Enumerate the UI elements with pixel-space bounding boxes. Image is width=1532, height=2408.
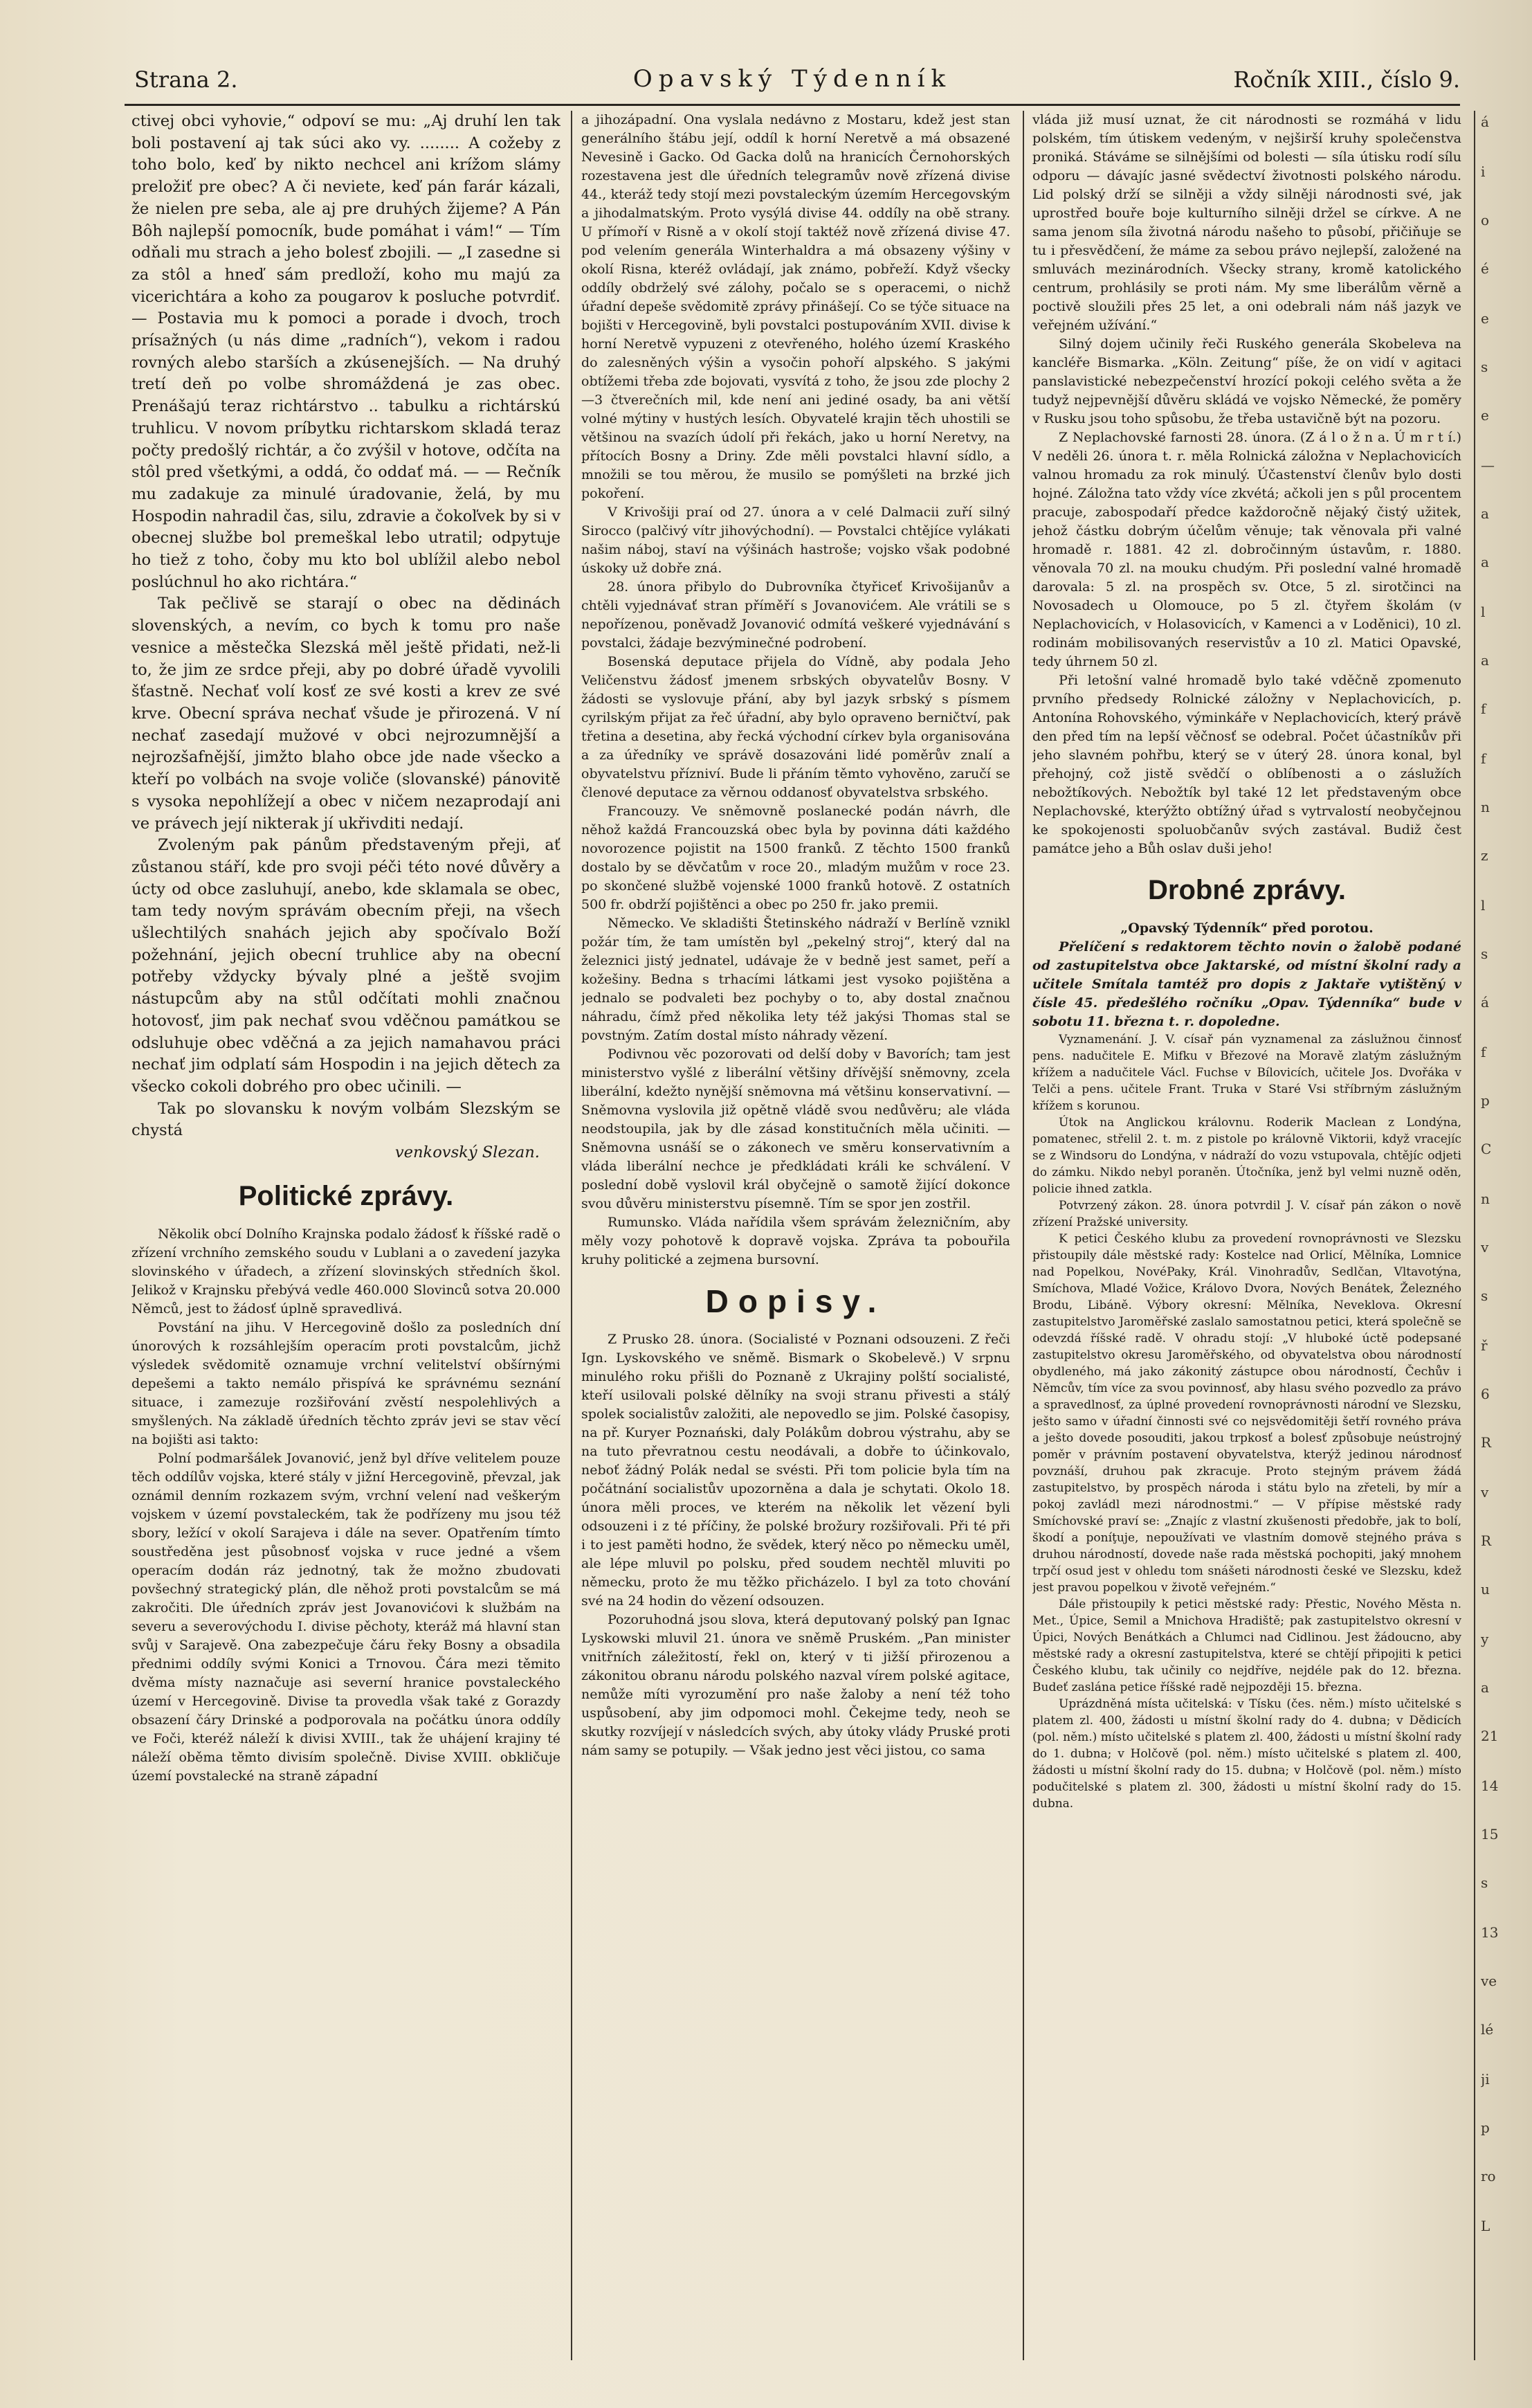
paragraph: ctivej obci vyhovie,“ odpoví se mu: „Aj druhí len tak boli postavení aj tak súci ako vy. ........ A cožeby z toho bolo, keď by nikto nechcel ani krížom slámy preložiť pre obec? A či neviete, keď pán farár kázali, že nielen pre seba, ale aj pre druhých žijeme? A Pán Bôh najlepší pomocník, bude pomáhat i vám!“ — Tím odňali mu strach a jeho bolesť zbojili. — „I zasedne si za stôl a hneď sám predloží, koho mu majú za vicerichtára a koho za pougarov k posluche potvrdiť. — Postavia mu k pomoci a porade i dvoch, troch prísažných (u nás dime „radních“), vekom i radou rovných alebo starších a zkúsenejších. — Na druhý tretí deň po volbe shromáždená je zas obec. Prenášajú teraz richtárstvo .. tabulku a richtárskú truhlicu. V novom príbytku richtarskom skladá teraz počty predošlý richtár, a čo zvýšil v hotove, odčíta na stôl pred všetkými, a oddá, čo oddať má. — — Rečník mu zadakuje za minulé úradovanie, želá, by mu Hospodin nahradil čas, silu, zdravie a čokoľvek by si v obecnej službe bol premeškal lebo utratil; odpytuje ho tiež z toho, čoby mu kto bol ublížil alebo nebol poslúchnul ho ako richtára.“ — [131, 112, 560, 591]
paragraph: Přelíčení s redaktorem těchto novin o žalobě podané od zastupitelstva obce Jaktarské, od místní školní rady a učitele Smítala tamtéž pro dopis z Jaktaře vytištěný v čísle 45. předešlého ročníku „Opav. Týdenníka“ bude v sobotu 11. března t. r. dopoledne. — [1032, 939, 1461, 1029]
paragraph: vláda již musí uznat, že cit národnosti se rozmáhá v lidu polském, tím útiskem vedeným, v nejširší kruhy společenstva proniká. Stáváme se silnějšími od bolesti — síla útisku rodí sílu odporu — dávajíc jasné svědectví životnosti polského národu. Lid polský drží se silněji a vždy silněji národnosti své, jak uprostřed bouře boje kulturního silněji držel se církve. A ne sama jenom síla životná národu našeho to působí, přičiňuje se tu i přesvědčení, že máme za sebou právo nejlepší, založené na smluvách mezinárodních. Všecky strany, kromě katolického centrum, prohlásily se proti nám. My sme liberálům věrně a poctivě sloužili přes 25 let, a oni odebrali nám náš jazyk ve veřejném užívání.“ — [1032, 112, 1461, 333]
edge-fragment: n — [1481, 1191, 1490, 1207]
paragraph: Podivnou věc pozorovati od delší doby v Bavorích; tam jest ministerstvo vyšlé z liberální většiny dřívější sněmovny, zcela liberální, kdežto nynější sněmovna má většinu konservativní. — Sněmovna vyslovila již opětně vládě svou nedůvěru; ale vláda neodstoupila, jak by dle zásad konstitučních měla učiniti. — Sněmovna usnáší se o zákonech ve směru konservativním a vláda liberální nechce je předkládati králi ke schválení. V poslední době vyslovil král obyčejně o samotě žijící dokonce svou důvěru ministerstvu písemně. Tím se spor jen zostřil. — [581, 1047, 1010, 1211]
edge-fragment: s — [1481, 1874, 1488, 1891]
section-heading-politicke-zpravy: Politické zprávy. — [238, 1180, 454, 1211]
paragraph: Uprázdněná místa učitelská: v Tísku (čes. něm.) místo učitelské s platem zl. 400, žádosti u místní školní rady do 4. dubna; v Dědicích (pol. něm.) místo učitelské s platem zl. 400, žádosti u místní školní rady do 1. dubna; v Holčově (pol. něm.) místo učitelské s platem zl. 400, žádosti u místní školní rady do 15. dubna; v Holčově (pol. něm.) místo podučitelské s platem zl. 300, žádosti u místní školní rady do 15. dubna. — [1032, 1697, 1461, 1811]
next-page-edge — [1481, 111, 1532, 2374]
issue-info: Ročník XIII., číslo 9. — [1233, 66, 1460, 93]
newspaper-title: Opavský Týdenník — [632, 65, 952, 93]
paragraph: Pozoruhodná jsou slova, která deputovaný polský pan Ignac Lyskowski mluvil 21. února ve sněmě Pruském. „Pan minister vnitřních záležitostí, řekl on, který v ti jižší přirozenou a zákonitou obranu národu polského nazval vírem polské agitace, nemůže míti vyrozumění pro naše žaloby a není též toho uspůsobení, aby jim odpomoci mohl. Čekejme tedy, neoh se skutky rozvíjejí v následcích svých, aby útoky vlády Pruské proti nám samy se potupily. — Však jedno jest věci jistou, co sama — [581, 1612, 1010, 1758]
column-divider — [1023, 111, 1024, 2360]
paragraph: Francouzy. Ve sněmovně poslanecké podán návrh, dle něhož každá Francouzská obec byla by povinna dáti každého novorozence pojistit na 1500 franků. Z těchto 1500 franků dostalo by se děvčatům v roce 20., mladým mužům v roce 23. po skončené službě vojenské 1000 franků hotově. Z ostatních 500 fr. obdrží pojištěnci a obec po 250 fr. jako premii. — [581, 804, 1010, 912]
edge-fragment: f — [1481, 700, 1486, 717]
edge-fragment: e — [1481, 407, 1489, 424]
edge-fragment: é — [1481, 260, 1489, 277]
edge-fragment: a — [1481, 652, 1489, 669]
paragraph: Potvrzený zákon. 28. února potvrdil J. V. císař pán zákon o nově zřízení Pražské university. — [1032, 1199, 1461, 1229]
paragraph: Silný dojem učinily řeči Ruského generála Skobeleva na kancléře Bismarka. „Köln. Zeitung“ píše, že on vidí v agitaci panslavistické nebezpečenství hrozící pokoji celého světa a že tudyž nejpevnější důvěru skládá ve vojsko Německé, že poměry v Rusku jsou toho spůsobu, že třeba ustavičně být na pozoru. — [1032, 336, 1461, 426]
edge-fragment: R — [1481, 1434, 1492, 1451]
edge-fragment: z — [1481, 847, 1488, 864]
edge-fragment: a — [1481, 554, 1489, 570]
paragraph: Povstání na jihu. V Hercegovině došlo za posledních dní únorových k rozsáhlejším operacím proti povstalcům, jichž výsledek svědomitě oznamuje vrchní velitelství obšírnými depešemi a takto nemálo přispívá ke správnému seznání situace, i zamezuje rozšiřování zvěstí nespolehlivých a smyšlených. Na základě úředních těchto zpráv jevi se stav věcí na bojišti asi takto: — [131, 1319, 560, 1447]
paragraph: Dále přistoupily k petici městské rady: Přestic, Nového Města n. Met., Úpice, Semil a Mnichova Hradiště; pak zastupitelstvo okresní v Úpici, Nových Benátkách a Chlumci nad Cidlinou. Jest žádoucno, aby městské rady a okresní zastupitelstva, které se chtějí připojiti k petici Českého klubu, tak učinily co nejdříve, nejdéle pak do 12. března. Budeť zaslána petice říšské radě nejpozději 15. března. — [1032, 1597, 1461, 1694]
paragraph: V Krivošiji praí od 27. února a v celé Dalmacii zuří silný Sirocco (palčivý vítr jihovýchodní). — Povstalci chtějíce vylákati našim náboj, staví na výšinách hastroše; vojsko však podobné úskoky už dobře zná. — [581, 505, 1010, 576]
paragraph: Několik obcí Dolního Krajnska podalo žádosť k říšské radě o zřízení vrchního zemského soudu v Lublani a o zavedení jazyka slovinského v úřadech, a zřízení slovinských středních škol. Jelikož v Krajnsku přebývá vedle 460.000 Slovinců sotva 20.000 Němců, jest to žádosť úplně spravedlivá. — [131, 1226, 560, 1316]
edge-fragment: f — [1481, 1044, 1486, 1060]
edge-fragment: s — [1481, 1287, 1488, 1304]
edge-fragment: n — [1481, 799, 1490, 815]
subheading: „Opavský Týdenník“ před porotou. — [1120, 921, 1374, 936]
edge-fragment: R — [1481, 1532, 1492, 1549]
edge-fragment: a — [1481, 1679, 1489, 1696]
edge-fragment: v — [1481, 1239, 1489, 1256]
header-rule — [125, 104, 1460, 106]
edge-fragment: L — [1481, 2218, 1490, 2234]
edge-fragment: p — [1481, 1092, 1490, 1109]
column-1 — [131, 111, 560, 2374]
section-heading-dopisy: Dopisy. — [705, 1283, 886, 1319]
edge-fragment: p — [1481, 2119, 1490, 2136]
edge-fragment: e — [1481, 310, 1489, 327]
paragraph: Tak po slovansku k novým volbám Slezským se chystá — [131, 1099, 560, 1140]
edge-fragment: f — [1481, 750, 1486, 767]
paragraph: Polní podmaršálek Jovanović, jenž byl dříve velitelem pouze těch oddílův vojska, které stály v jižní Hercegovině, převzal, jak oznámil denním rozkazem svým, vrchní velení nad veškerým vojskem v území povstaleckém, tak že podřízeny mu jsou též sbory, ležící v okolí Sarajeva i dále na sever. Opatřením tímto soustředěna jest působnosť vojska v ruce jedné a všem operacím dodán ráz jednotný, tak že možno zbudovati povšechný strategický plán, dle něhož proti povstalcům se má zakročiti. Dle úředních zpráv jest Jovanovićovi k službám na severu a severovýchodu I. divise pěchoty, kteráž má hlavní stan svůj v Sarajevě. Ona zabezpečuje čáru řeky Bosny a obsadila přednimi oddíly svými Konici a Trnovou. Čára mezi těmito dvěma místy naznačuje asi severní hranice povstaleckého území v Hercegovině. Divise ta provedla však také z Gorazdy obsazení čáry Drinské a podporovala na počátku února oddíly ve Foči, kteréž náleží k divisi XVIII., tak že uhájení krajiny té náleží oběma těmto divisím společně. Divise XVIII. obkličuje území povstalecké na straně západní — [131, 1450, 560, 1784]
edge-fragment: — — [1481, 457, 1495, 473]
paragraph: K petici Českého klubu za provedení rovnoprávnosti ve Slezsku přistoupily dále městské rady: Kostelce nad Orlicí, Mělníka, Lomnice nad Popelkou, NovéPaky, Král. Vinohradův, Sedlčan, Vltavotýna, Smíchova, Mladé Vožice, Královo Dvora, Nových Benátek, Železného Brodu, Libáně. Výbory okresní: Mělníka, Neveklova. Okresní zastupitelstvo Jaroměřské zaslalo samostatnou petici, která společně se odevzdá říšské radě. V ohradu stojí: „V hluboké úctě podepsané zastupitelstvo okresu Jaroměřského, od obyvatelstva obou národností obydleného, má jako zákonitý zástupce obou národností, Čechův i Němcův, tím více za svou povinnosť, aby hlasu svého pozvedlo za právo a spravedlnosť, za úplné provedení rovnoprávnosti národní ve Slezsku, ješto samo v úřadní činnosti své co nejsvědomitěji šetří rovného práva a ješto dovede posouditi, jakou trpkosť a bolesť způsobuje neústrojný poměr v právním postavení obyvatelstva, kterýž jedinou národnosť povznáší, druhou pak zkracuje. Proto stejným právem žádá zastupitelstvo, by prospěch národa i státu bylo na zřeteli, by mír a pokoj zavládl mezi národnostmi.“ — V přípise městské rady Smíchovské praví se: „Znajíc z vlastní zkušenosti předobře, jak to bolí, škodí a poníţuje, nepoužívati ve vlastním domově stejného práva s druhou národností, dovede naše rada městská pochopiti, jaký mnohem trpčí osud jest v ohledu tom snášeti národnosti české ve Slezsku, kdež jest pravou popelkou v životě veřejném.“ — [1032, 1232, 1461, 1595]
edge-fragment: a — [1481, 505, 1489, 522]
paragraph: Vyznamenání. J. V. císař pán vyznamenal za záslužnou činnosť pens. nadučitele E. Mifku v Březové na Moravě zlatým záslužným křížem a nadučitele Václ. Fuchse v Bílovicích, učitele Jos. Dvořáka v Telči a pens. učitele Frant. Truka v Staré Vsi stříbrným záslužným křížem s korunou. — [1032, 1033, 1461, 1113]
edge-fragment: 21 — [1481, 1728, 1499, 1744]
column-divider — [571, 111, 572, 2360]
edge-fragment: á — [1481, 114, 1489, 130]
paragraph: Rumunsko. Vláda nařídila všem správám železničním, aby měly vozy pohotově k dopravě vojska. Zpráva ta pobouřila kruhy politické a zejmena bursovní. — [581, 1215, 1010, 1267]
edge-fragment: v — [1481, 1484, 1489, 1501]
edge-fragment: C — [1481, 1141, 1492, 1157]
edge-fragment: 15 — [1481, 1826, 1499, 1843]
edge-fragment: 14 — [1481, 1777, 1499, 1794]
paragraph: Německo. Ve skladišti Štetinského nádraží v Berlíně vznikl požár tím, že tam umístěn byl „pekelný stroj“, který dal na železnici jistý jednatel, udávaje že v bedně jest samet, peří a kožešiny. Bedna s trhacími látkami jest vysoko pojištěna a jednalo se podvaleti bez pochyby o to, aby dostal značnou náhradu, čímž před několika lety též jakýsi Thomas stal se povstným. Zatím dostal místo náhrady vězení. — [581, 916, 1010, 1043]
edge-fragment: l — [1481, 897, 1486, 914]
column-3 — [1032, 111, 1461, 2374]
edge-fragment: o — [1481, 212, 1490, 228]
paragraph: Útok na Anglickou královnu. Roderik Maclean z Londýna, pomatenec, střelil 2. t. m. z pistole po královně Viktorii, když vracejíc se z Windsoru do Londýna, v nádraží do vozu vstupovala, chtějíc odjeti do zámku. Nikdo nebyl poraněn. Útočníka, jenž byl velmi nuzně oděn, policie ihned zatkla. — [1032, 1116, 1461, 1196]
paragraph: Z Prusko 28. února. (Socialisté v Poznani odsouzeni. Z řeči Ign. Lyskovského ve sněmě. Bismark o Skobelevě.) V srpnu minulého roku přišli do Poznaně z Ukrajiny polští socialisté, kteří usilovali polské dělníky na svoji stranu přivesti a stálý spolek socialistův založiti, ale nepovedlo se jim. Polské časopisy, na př. Kuryer Poznański, daly Polákům dobrou výstrahu, aby se na tuto převratnou cestu neodávali, a dobře to účinkovalo, neboť žádný Polák nedal se svésti. Při tom policie byla tím na počátnání socialistův upozorněna a dala je schytati. Okolo 18. února měli proces, ve kterém na několik let vězení byli odsouzeni i z té příčiny, že polské brožury rozšiřovali. Při té při i to jest paměti hodno, že svědek, který něco po německu uměl, ale lépe mluvil po polsku, před soudem nechtěl mluviti po německu, proto že mu těžko přicházelo. I byl za toto chování své na 24 hodin do vězení odsouzen. — [581, 1332, 1010, 1609]
signature: venkovský Slezan. — [394, 1143, 540, 1162]
edge-fragment: l — [1481, 604, 1486, 620]
edge-fragment: ř — [1481, 1337, 1488, 1354]
paragraph: Při letošní valné hromadě bylo také vděčně zpomenuto prvního předsedy Rolnické záložny v Neplachovicích, p. Antonína Rohovského, výminkáře v Neplachovicích, který právě den před tím na lepší věčnosť se odebral. Počet účastníkův při jeho slavném pohřbu, který se v úterý 28. února konal, byl přehojný, což jistě svědčí o oblíbenosti a o záslužích nebožtíkových. Nebožtík byl také 12 let představeným obce Neplachovské, kterýžto obtížný úřad s vytrvalostí neobyčejnou ke spokojenosti spoluobčanův svých zastával. Budiž čest památce jeho a Bůh oslav duši jeho! — [1032, 673, 1461, 856]
paragraph: Tak pečlivě se starají o obec na dědinách slovenských, a nevím, co bych k tomu pro naše vesnice a městečka Slezská měl ještě přidati, než-li to, že jim ze srdce přeji, aby po dobré úřadě vyvolili šťastně. Nechať volí kosť ze své kosti a krev ze své krve. Obecní správa nechať všude je přirozená. V ní nechať zasedají mužové v obci nejrozumnější a nejrozšafnější, jimžto blaho obce jde nade všecko a kteří po volbách na svoje voliče (slovanské) pánovitě s vysoka nepohlížejí a obec v ničem nezaprodají ani ve právech její nikterak jí ukřivditi nedají. — [131, 595, 560, 833]
page-header — [118, 61, 1467, 102]
page-number: Strana 2. — [134, 66, 238, 93]
edge-fragment: 13 — [1481, 1924, 1499, 1941]
edge-fragment: u — [1481, 1581, 1490, 1597]
paragraph: Zvoleným pak pánům představeným přeji, ať zůstanou stáří, kde pro svoji péči této nové důvěry a úcty od obce zasluhují, anebo, kde sklamala se obec, tam tedy novým správám obecním přeji, na všech ušlechtilých snahách jejich aby spočívalo Boží požehnání, jejich obecní truhlice aby na obecní potřeby vždycky bývaly plné a ještě svojim nástupcům aby na stůl odčítati mohli značnou hotovosť, jim pak nechať svou vděčnou památkou se odsluhuje obec vděčná a za jejich namahavou práci nechať jim odplatí sám Hospodin i na jejich dětech za všecko cokoli dobrého pro obec učinili. — — [131, 836, 560, 1096]
edge-fragment: ji — [1481, 2071, 1490, 2088]
paragraph: 28. února přibylo do Dubrovníka čtyřiceť Krivošijanův a chtěli vyjednávať stran příměří s Jovanovićem. Ale vrátili se s nepořízenou, poněvadž Jovanović odmítá veškeré vyjednávání s povstalci, žádaje bezvýminečné podrobení. — [581, 579, 1010, 651]
section-heading-drobne-zpravy: Drobné zprávy. — [1148, 875, 1346, 905]
edge-fragment: lé — [1481, 2021, 1494, 2038]
edge-fragment: i — [1481, 163, 1486, 180]
paragraph: a jihozápadní. Ona vyslala nedávno z Mostaru, kdež jest stan generálního štábu její, oddíl k horní Neretvě a má obsazené Nevesině i Gacko. Od Gacka dolů na hranicích Černohorských rozestavena jest dle úředních telegramův nově zřízená divise 44., kteráž tedy stojí mezi povstaleckým územím Hercegovským a jihodalmatským. Proto vysýlá divise 44. oddíly na obě strany. U přímoří v Risně a v okolí stojí taktéž nově zřízená divise 47. pod velením generála Winterhaldra a má obsazeny výšiny v okolí Risna, kteréž ovládají, jak známo, pobřeží. Když všecky oddíly obdrželý své zálohy, počalo se s operacemi, o nichž úřadní depeše svědomitě zprávy přinášejí. Co se týče situace na bojišti v Hercegovině, byli povstalci postupováním XVII. divise k horní Neretvě vypuzeni z otevřeného, holého území Kraského do zalesněných výšin a vysočin pohoří alpského. S jakými obtížemi třeba zde bojovati, vysvítá z toho, že jsou zde plochy 2—3 čtverečních mil, kde není ani jediné osady, ba ani větší volné mýtiny v hustých lesích. Obyvatelé krajin těch uhostili se většinou na svazích údolí při řekách, jako u horní Neretvy, na přítocích Bosny a Driny. Zde měli povstalci hlavní sídlo, a množili se tou měrou, že musilo se pomýšleti na brzké jich pokoření. — [581, 112, 1010, 501]
edge-fragment: ve — [1481, 1973, 1497, 1989]
column-2 — [581, 111, 1010, 2374]
edge-fragment: s — [1481, 359, 1488, 375]
edge-fragment: á — [1481, 994, 1489, 1011]
edge-fragment: s — [1481, 945, 1488, 962]
paragraph: Z Neplachovské farnosti 28. února. (Z á l o ž n a. Ú m r t í.) V neděli 26. února t. r. měla Rolnická záložna v Neplachovicích valnou hromadu za rok minulý. Účastenství členův bylo dosti hojné. Záložna tato vždy více zkvétá; ačkoli jen s půl procentem pracuje, zabospodaří předce každoročně nějaký čistý užitek, jehož částku dobrým účelům věnuje; tak věnovala při valné hromadě r. 1881. 42 zl. dobročinným ústavům, r. 1880. věnovala 70 zl. na mouku chudým. Při poslední valné hromadě darovala: 5 zl. na prospěch sv. Otce, 5 zl. sirotčinci na Novosadech u Olomouce, po 5 zl. čtyřem školám (v Neplachovicích, v Holasovicích, v Kamenci a v Loděnici), 10 zl. rodinám mobilisovaných reservistův a 10 zl. Matici Opavské, tedy úhrnem 50 zl. — [1032, 430, 1461, 669]
column-divider — [1474, 111, 1475, 2360]
edge-fragment: 6 — [1481, 1386, 1490, 1402]
edge-fragment: y — [1481, 1631, 1489, 1647]
edge-fragment: ro — [1481, 2168, 1496, 2184]
paragraph: Bosenská deputace přijela do Vídně, aby podala Jeho Veličenstvu žádosť jmenem srbských obyvatelův Bosny. V žádosti se vyslovuje přání, aby byl jazyk srbský s písmem cyrilským přijat za řeč úřadní, aby bylo opraveno berničtví, pak třetina a desetina, aby řecká východní církev byla organisována a za úředníky ve správě dosazováni lidé poměrův znalí a obyvatelstvu přízniví. Bude li přáním těmto vyhověno, zaručí se členové deputace za věrnou oddanosť obyvatelstva srbského. — [581, 654, 1010, 800]
